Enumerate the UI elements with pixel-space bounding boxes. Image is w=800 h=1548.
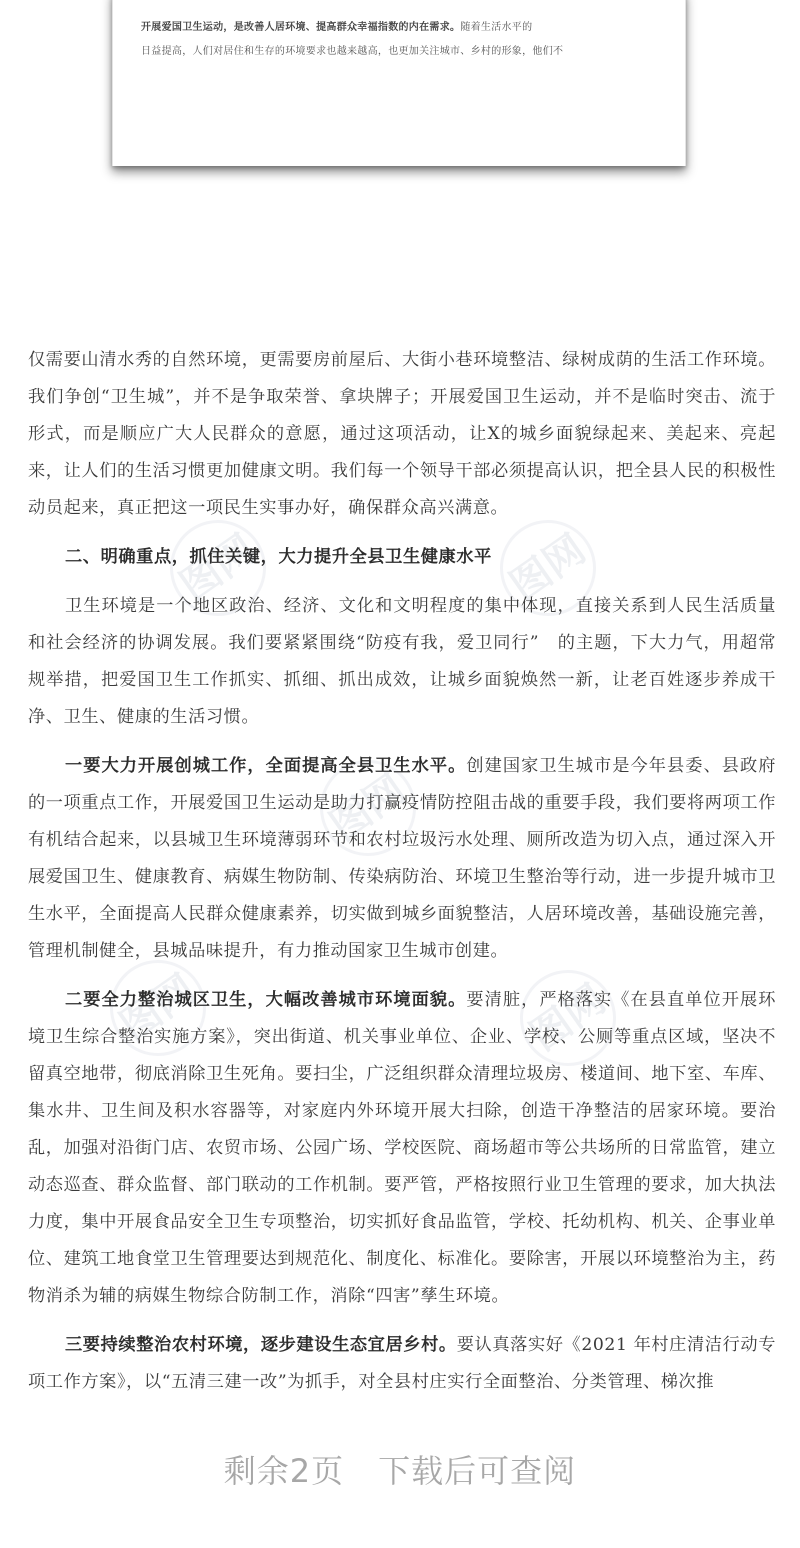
preview-excerpt (141, 16, 657, 64)
watermark-stamp: 图网 (501, 951, 635, 1085)
paragraph-continuation: 仅需要山清水秀的自然环境，更需要房前屋后、大街小巷环境整洁、绿树成荫的生活工作环境。我们争创“卫生城”，并不是争取荣誉、拿块牌子；开展爱国卫生运动，并不是临时突击、流于形式，而是顺应广大人民群众的意愿，通过这项活动，让X的城乡面貌绿起来、美起来、亮起来，让人们的生活习惯更加健康文明。我们每一个领导干部必须提高认识，把全县人民的积极性动员起来，真正把这一项民生实事办好，确保群众高兴满意。 (28, 350, 776, 518)
preview-line-2: 日益提高，人们对居住和生存的环境要求也越来越高，也更加关注城市、乡村的形象，他们不 (141, 46, 564, 57)
download-prompt[interactable] (0, 1446, 800, 1492)
paragraph-body: 要认真落实好《2021 年村庄清洁行动专项工作方案》，以“五清三建一改”为抓手，对全县村庄实行全面整治、分类管理、梯次推 (28, 1335, 776, 1392)
paragraph-body: 要清脏，严格落实《在县直单位开展环境卫生综合整治实施方案》，突出街道、机关事业单位、企业、学校、公厕等重点区域，坚决不留真空地带，彻底消除卫生死角。要扫尘，广泛组织群众清理垃圾房、楼道间、地下室、车库、集水井、卫生间及积水容器等，对家庭内外环境开展大扫除，创造干净整洁的居家环境。要治乱，加强对沿街门店、农贸市场、公园广场、学校医院、商场超市等公共场所的日常监管，建立动态巡查、群众监督、部门联动的工作机制。要严管，严格按照行业卫生管理的要求，加大执法力度，集中开展食品安全卫生专项整治，切实抓好食品监管，学校、托幼机构、机关、企事业单位、建筑工地食堂卫生管理要达到规范化、制度化、标准化。要除害，开展以环境整治为主，药物消杀为辅的病媒生物综合防制工作，消除“四害”孳生环境。 (28, 990, 777, 1306)
watermark-stamp: 图网 (481, 501, 615, 635)
paragraph: 卫生环境是一个地区政治、经济、文化和文明程度的集中体现，直接关系到人民生活质量和社会经济的协调发展。我们要紧紧围绕“防疫有我，爱卫同行” 的主题，下大力气，用超常规举措，把爱国卫生工作抓实、抓细、抓出成效，让城乡面貌焕然一新，让老百姓逐步养成干净、卫生、健康的生活习惯。 (28, 596, 776, 727)
paragraph (28, 982, 776, 1315)
paragraph (28, 1327, 776, 1401)
preview-bold-sentence: 开展爱国卫生运动，是改善人居环境、提高群众幸福指数的内在需求。 (141, 22, 461, 33)
paragraph-lead: 一要大力开展创城工作，全面提高全县卫生水平。 (65, 756, 467, 776)
remaining-pages-label: 剩余2页 (223, 1452, 345, 1490)
section-heading: 二、明确重点，抓住关键，大力提升全县卫生健康水平 (65, 547, 492, 567)
watermark-stamp: 图网 (301, 741, 435, 875)
watermark-stamp: 图网 (91, 941, 225, 1075)
paragraph (28, 748, 776, 970)
document-preview-card (112, 0, 686, 166)
preview-line1-rest: 随着生活水平的 (460, 22, 533, 33)
watermark-stamp: 图网 (151, 501, 285, 635)
preview-line-1 (141, 16, 657, 40)
document-body (28, 342, 776, 1401)
paragraph-lead: 三要持续整治农村环境，逐步建设生态宜居乡村。 (65, 1335, 457, 1355)
paragraph-lead: 二要全力整治城区卫生，大幅改善城市环境面貌。 (65, 990, 467, 1010)
download-to-view-label: 下载后可查阅 (378, 1452, 577, 1490)
paragraph-body: 创建国家卫生城市是今年县委、县政府的一项重点工作，开展爱国卫生运动是助力打赢疫情防控阻击战的重要手段，我们要将两项工作有机结合起来，以县城卫生环境薄弱环节和农村垃圾污水处理、厕所改造为切入点，通过深入开展爱国卫生、健康教育、病媒生物防制、传染病防治、环境卫生整治等行动，进一步提升城市卫生水平，全面提高人民群众健康素养，切实做到城乡面貌整洁，人居环境改善，基础设施完善，管理机制健全，县城品味提升，有力推动国家卫生城市创建。 (28, 756, 777, 961)
